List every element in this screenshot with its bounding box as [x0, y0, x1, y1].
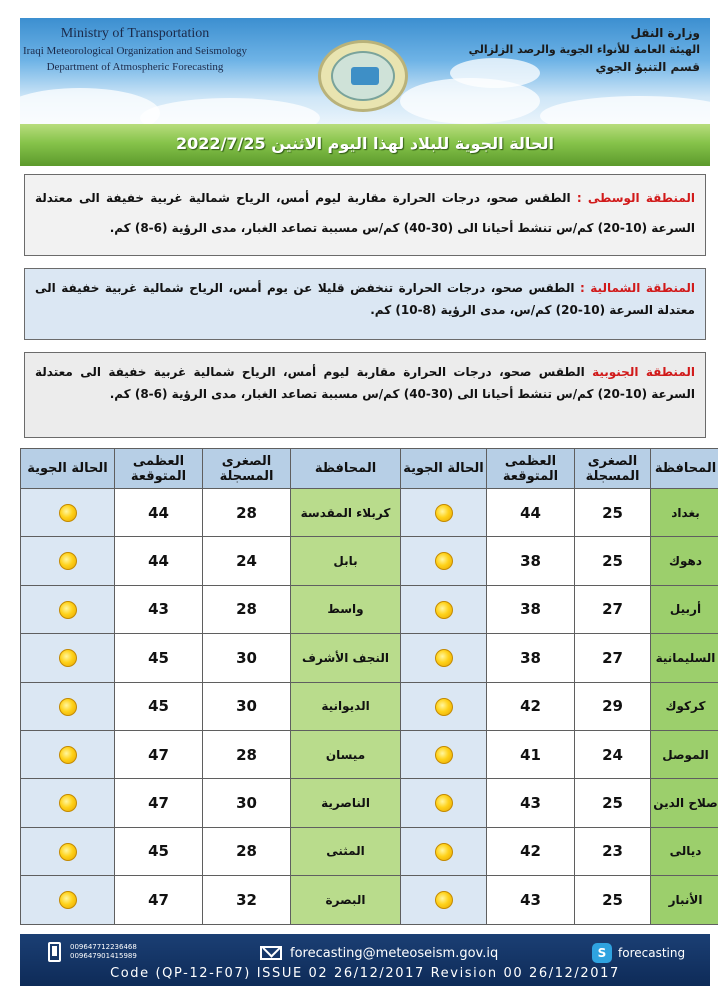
phone-icon [48, 942, 61, 962]
sun-icon [59, 746, 77, 764]
max-temp-right: 42 [487, 827, 575, 875]
min-temp-right: 27 [575, 634, 651, 682]
min-temp-left: 28 [203, 489, 291, 537]
sun-icon [435, 746, 453, 764]
max-temp-right: 38 [487, 634, 575, 682]
max-temp-left: 44 [115, 537, 203, 585]
weather-cell-right [401, 489, 487, 537]
region-south-description: الطقس صحو، درجات الحرارة مقاربة ليوم أمس، الرياح شمالية غربية خفيفة الى معتدلة السرعة (10-20) كم/س تنشط أحيانا الى (30-40) كم/س مسببة تصاعد الغبار، مدى الرؤية (6-8) كم. [35, 365, 695, 401]
weather-cell-left [21, 634, 115, 682]
header-max-right: العظمى المتوقعة [487, 449, 575, 489]
sun-icon [59, 698, 77, 716]
governorate-left: كربلاء المقدسة [291, 489, 401, 537]
sun-icon [59, 504, 77, 522]
header-governorate-right: المحافظة [651, 449, 718, 489]
table-row [21, 827, 718, 875]
page-header [20, 18, 710, 124]
max-temp-right: 43 [487, 779, 575, 827]
weather-cell-right [401, 876, 487, 924]
min-temp-right: 25 [575, 537, 651, 585]
region-south-name: المنطقة الجنوبية [592, 365, 695, 379]
max-temp-left: 45 [115, 634, 203, 682]
weather-cell-left [21, 876, 115, 924]
page-footer [20, 934, 710, 986]
department-name-en: Department of Atmospheric Forecasting [46, 61, 224, 73]
table-row [21, 489, 718, 537]
page-title: الحالة الجوية للبلاد لهذا اليوم الاثنين 2022/7/25 [176, 134, 554, 153]
sun-icon [435, 794, 453, 812]
min-temp-right: 25 [575, 876, 651, 924]
max-temp-right: 38 [487, 585, 575, 633]
weather-cell-left [21, 489, 115, 537]
max-temp-right: 43 [487, 876, 575, 924]
min-temp-right: 24 [575, 730, 651, 778]
table-row [21, 779, 718, 827]
sun-icon [59, 552, 77, 570]
weather-cell-right [401, 682, 487, 730]
governorate-right: دهوك [651, 537, 718, 585]
region-central-text [24, 174, 706, 256]
max-temp-left: 47 [115, 876, 203, 924]
max-temp-right: 38 [487, 537, 575, 585]
skype-handle[interactable]: forecasting [618, 946, 686, 960]
max-temp-right: 42 [487, 682, 575, 730]
sun-icon [59, 601, 77, 619]
governorate-left: بابل [291, 537, 401, 585]
title-bar [20, 124, 710, 166]
min-temp-left: 32 [203, 876, 291, 924]
skype-icon: S [592, 943, 612, 963]
min-temp-right: 25 [575, 489, 651, 537]
region-north-name: المنطقة الشمالية : [579, 281, 696, 295]
sun-icon [59, 649, 77, 667]
weather-cell-right [401, 634, 487, 682]
governorate-left: الناصرية [291, 779, 401, 827]
table-row [21, 730, 718, 778]
max-temp-left: 47 [115, 779, 203, 827]
min-temp-left: 24 [203, 537, 291, 585]
sun-icon [59, 891, 77, 909]
header-max-left: العظمى المتوقعة [115, 449, 203, 489]
governorate-left: النجف الأشرف [291, 634, 401, 682]
organization-logo [318, 40, 408, 112]
min-temp-left: 30 [203, 634, 291, 682]
table-row [21, 585, 718, 633]
min-temp-left: 28 [203, 730, 291, 778]
min-temp-left: 28 [203, 827, 291, 875]
governorate-right: الموصل [651, 730, 718, 778]
organization-name-en: Iraqi Meteorological Organization and Seismology [22, 45, 248, 57]
governorate-right: بغداد [651, 489, 718, 537]
ministry-name-ar: وزارة النقل [630, 26, 700, 40]
header-min-right: الصغرى المسجلة [575, 449, 651, 489]
header-governorate-left: المحافظة [291, 449, 401, 489]
header-min-left: الصغرى المسجلة [203, 449, 291, 489]
region-central [20, 170, 710, 260]
organization-name-ar: الهيئة العامة للأنواء الجوية والرصد الزلزالي [468, 43, 700, 56]
weather-cell-left [21, 827, 115, 875]
max-temp-left: 43 [115, 585, 203, 633]
header-arabic-text [460, 26, 700, 74]
region-south [20, 348, 710, 442]
sun-icon [435, 504, 453, 522]
header-english-text [20, 26, 250, 73]
ministry-name-en: Ministry of Transportation [60, 26, 210, 41]
table-row [21, 876, 718, 924]
region-central-name: المنطقة الوسطى : [576, 191, 696, 205]
weather-cell-left [21, 585, 115, 633]
min-temp-left: 30 [203, 682, 291, 730]
sun-icon [435, 843, 453, 861]
min-temp-right: 23 [575, 827, 651, 875]
sun-icon [435, 698, 453, 716]
governorate-left: المثنى [291, 827, 401, 875]
sun-icon [59, 794, 77, 812]
max-temp-left: 47 [115, 730, 203, 778]
region-north [20, 264, 710, 344]
governorate-right: أربيل [651, 585, 718, 633]
mail-icon [260, 946, 282, 960]
max-temp-left: 45 [115, 827, 203, 875]
min-temp-right: 27 [575, 585, 651, 633]
weather-cell-left [21, 537, 115, 585]
sun-icon [435, 891, 453, 909]
governorate-right: كركوك [651, 682, 718, 730]
header-weather-right: الحالة الجوية [401, 449, 487, 489]
governorate-left: واسط [291, 585, 401, 633]
department-name-ar: قسم التنبؤ الجوي [595, 60, 700, 74]
header-weather-left: الحالة الجوية [21, 449, 115, 489]
region-central-description: الطقس صحو، درجات الحرارة مقاربة ليوم أمس، الرياح شمالية غربية خفيفة الى معتدلة السرعة (10-20) كم/س تنشط أحيانا الى (30-40) كم/س مسببة تصاعد الغبار، مدى الرؤية (6-8) كم. [35, 191, 695, 235]
email-address[interactable]: forecasting@meteoseism.gov.iq [290, 946, 499, 961]
sun-icon [59, 843, 77, 861]
weather-cell-right [401, 730, 487, 778]
governorate-left: البصرة [291, 876, 401, 924]
sun-icon [435, 649, 453, 667]
governorate-right: ديالى [651, 827, 718, 875]
document-code: Code (QP-12-F07) ISSUE 02 26/12/2017 Revision 00 26/12/2017 [110, 966, 620, 981]
table-row [21, 682, 718, 730]
weather-cell-right [401, 779, 487, 827]
weather-cell-right [401, 585, 487, 633]
weather-cell-right [401, 827, 487, 875]
region-north-description: الطقس صحو، درجات الحرارة تنخفض قليلا عن يوم أمس، الرياح شمالية غربية خفيفة الى معتدلة السرعة (10-20) كم/س، مدى الرؤية (8-10) كم. [35, 281, 695, 317]
region-south-text [24, 352, 706, 438]
max-temp-right: 44 [487, 489, 575, 537]
governorate-right: الأنبار [651, 876, 718, 924]
table-row [21, 537, 718, 585]
phone-numbers [70, 943, 137, 961]
region-north-text [24, 268, 706, 340]
max-temp-left: 45 [115, 682, 203, 730]
table-row [21, 634, 718, 682]
governorate-left: الديوانية [291, 682, 401, 730]
sun-icon [435, 552, 453, 570]
min-temp-right: 29 [575, 682, 651, 730]
min-temp-left: 28 [203, 585, 291, 633]
weather-cell-right [401, 537, 487, 585]
sun-icon [435, 601, 453, 619]
weather-cell-left [21, 682, 115, 730]
min-temp-right: 25 [575, 779, 651, 827]
max-temp-right: 41 [487, 730, 575, 778]
min-temp-left: 30 [203, 779, 291, 827]
table-header-row [21, 449, 718, 489]
governorate-right: صلاح الدين [651, 779, 718, 827]
phone-number-1: 009647712236468 [70, 943, 137, 951]
weather-cell-left [21, 779, 115, 827]
weather-table [20, 448, 718, 925]
phone-number-2: 009647901415989 [70, 952, 137, 960]
weather-cell-left [21, 730, 115, 778]
max-temp-left: 44 [115, 489, 203, 537]
governorate-right: السليمانية [651, 634, 718, 682]
governorate-left: ميسان [291, 730, 401, 778]
